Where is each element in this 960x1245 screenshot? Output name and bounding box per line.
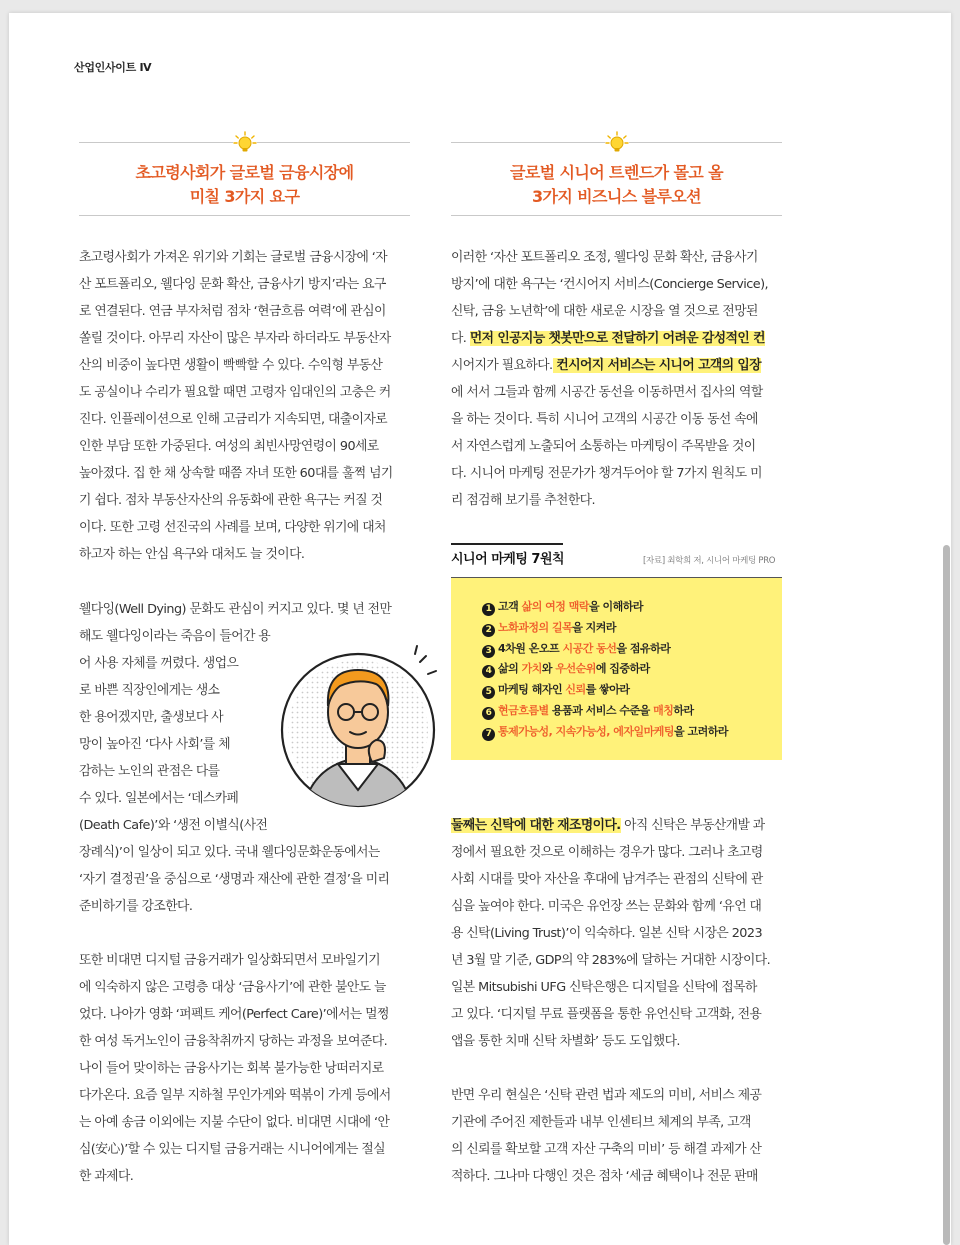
principle-keyword: 삶의 여정 맥락 — [521, 600, 590, 613]
text-segment: 에 서서 그들과 함께 시공간 동선을 이동하면서 집사의 역할 — [451, 385, 763, 400]
text-line: (Death Cafe)’와 ‘생전 이별식(사전 — [79, 818, 268, 833]
text-line: 는 아예 송금 이외에는 지불 수단이 없다. 비대면 시대에 ‘안 — [79, 1115, 390, 1130]
principle-item — [482, 597, 782, 618]
text-line — [451, 866, 782, 893]
number-badge: 1 — [482, 603, 495, 616]
principle-text: 을 고려하라 — [674, 724, 728, 738]
text-line: 산 포트폴리오, 웰다잉 문화 확산, 금융사기 방지’라는 요구 — [79, 277, 386, 292]
text-line: 반면 우리 현실은 ‘신탁 관련 법과 제도의 미비, 서비스 제공 — [451, 1088, 762, 1103]
text-segment: 사회 시대를 맞아 자산을 후대에 남겨주는 관점의 신탁에 관 — [451, 872, 763, 887]
text-line: 한 여성 독거노인이 금융착취까지 당하는 과정을 보여준다. — [79, 1034, 388, 1049]
text-segment: 년 3월 말 기준, GDP의 약 283%에 달하는 거대한 시장이다. — [451, 953, 771, 968]
principle-text: 에 집중하라 — [595, 662, 650, 676]
text-line: 하고자 하는 안심 욕구와 대처도 늘 것이다. — [79, 547, 305, 562]
text-line — [451, 947, 782, 974]
senior-man-illustration — [280, 640, 440, 815]
principle-text: 마케팅 해자인 — [498, 683, 566, 697]
text-line: 준비하기를 강조한다. — [79, 899, 193, 914]
principle-keyword: 통제가능성, 지속가능성, 에자일마케팅 — [498, 724, 675, 738]
number-badge: 7 — [482, 728, 495, 741]
text-line: 또한 비대면 디지털 금융거래가 일상화되면서 모바일기기 — [79, 953, 381, 968]
right-paragraph-3 — [451, 1082, 782, 1190]
box-title-rule — [451, 543, 563, 545]
number-badge: 5 — [482, 686, 495, 699]
principle-item — [482, 639, 782, 660]
text-segment: 시어지가 필요하다. — [451, 358, 553, 373]
text-segment: 다. 시니어 마케팅 전문가가 챙겨두어야 할 7가지 원칙도 미 — [451, 466, 762, 481]
text-line: 인한 부담 또한 가중된다. 여성의 최빈사망연령이 90세로 — [79, 439, 379, 454]
section-label: 산업인사이트 Ⅳ — [74, 61, 152, 74]
text-line: 어 사용 자체를 꺼렸다. 생업으 — [79, 656, 239, 671]
text-line — [451, 352, 782, 379]
text-segment: 일본 Mitsubishi UFG 신탁은행은 디지털을 신탁에 접목하 — [451, 980, 757, 995]
text-line: 나이 들어 맞이하는 금융사기는 회복 불가능한 낭떠러지로 — [79, 1061, 384, 1076]
text-line: 초고령사회가 가져온 위기와 기회는 글로벌 금융시장에 ‘자 — [79, 250, 388, 265]
text-line: 이다. 또한 고령 선진국의 사례를 보며, 다양한 위기에 대처 — [79, 520, 386, 535]
text-line: 에 익숙하지 않은 고령층 대상 ‘금융사기’에 관한 불안도 늘 — [79, 980, 386, 995]
text-line — [451, 1001, 782, 1028]
text-line — [451, 271, 782, 298]
principle-keyword: 가치 — [521, 662, 542, 676]
text-line: 도 공실이나 수리가 필요할 때면 고령자 임대인의 고충은 커 — [79, 385, 391, 400]
text-segment: 이러한 ‘자산 포트폴리오 조정, 웰다잉 문화 확산, 금융사기 — [451, 250, 758, 265]
text-line: 감하는 노인의 관점은 다를 — [79, 764, 220, 779]
text-segment: 아직 신탁은 부동산개발 과 — [620, 818, 765, 833]
text-line — [451, 812, 782, 839]
text-line — [451, 1028, 782, 1055]
text-line: 한 과제다. — [79, 1169, 134, 1184]
text-line: 었다. 나아가 영화 ‘퍼펙트 케어(Perfect Care)’에서는 멀쩡 — [79, 1007, 389, 1022]
text-line: 적하다. 그나마 다행인 것은 점차 ‘세금 혜택이나 전문 판매 — [451, 1169, 758, 1184]
principle-item — [482, 680, 782, 701]
principles-box — [451, 578, 782, 760]
text-segment: 고 있다. ‘디지털 무료 플랫폼을 통한 유언신탁 고객화, 전용 — [451, 1007, 762, 1022]
principle-text: 용품과 서비스 수준을 — [548, 703, 654, 717]
principle-item — [482, 659, 782, 680]
highlighted-text: 컨시어지 서비스는 시니어 고객의 입장 — [552, 358, 762, 373]
text-line: 심(安心)’할 수 있는 디지털 금융거래는 시니어에게는 절실 — [79, 1142, 386, 1157]
right-heading-block — [451, 142, 782, 216]
principle-text: 를 쌓아라 — [585, 683, 630, 697]
principle-text: 을 지켜라 — [572, 620, 617, 634]
number-badge: 6 — [482, 707, 495, 720]
principle-item — [482, 618, 782, 639]
left-paragraph-3 — [79, 947, 410, 1190]
text-segment: 심을 높여야 한다. 미국은 유언장 쓰는 문화와 함께 ‘유언 대 — [451, 899, 762, 914]
text-line: 높아졌다. 집 한 채 상속할 때쯤 자녀 또한 60대를 훌쩍 넘기 — [79, 466, 393, 481]
right-paragraph-2 — [451, 812, 782, 1055]
principles-list — [451, 578, 782, 743]
box-source: [자료] 최학희 저, 시니어 마케팅 PRO — [643, 556, 776, 566]
highlighted-text: 먼저 인공지능 챗봇만으로 전달하기 어려운 감성적인 컨 — [469, 331, 765, 346]
text-line — [451, 433, 782, 460]
text-line: 장례식)’이 일상이 되고 있다. 국내 웰다잉문화운동에서는 — [79, 845, 380, 860]
left-paragraph-1 — [79, 244, 410, 568]
right-paragraph-1 — [451, 244, 782, 514]
text-line — [451, 487, 782, 514]
principle-text: 고객 — [498, 600, 522, 613]
text-line: 기 쉽다. 점차 부동산자산의 유동화에 관한 욕구는 커질 것 — [79, 493, 383, 508]
text-line: 쏠릴 것이다. 아무리 자산이 많은 부자라 하더라도 부동산자 — [79, 331, 391, 346]
text-line: 산의 비중이 높다면 생활이 빡빡할 수 있다. 수익형 부동산 — [79, 358, 383, 373]
principle-text: 4차원 온오프 — [498, 641, 563, 655]
text-line — [451, 325, 782, 352]
principle-text: 와 — [541, 662, 556, 676]
text-line: 로 바쁜 직장인에게는 생소 — [79, 683, 220, 698]
text-segment: 을 하는 것이다. 특히 시니어 고객의 시공간 이동 동선 속에 — [451, 412, 758, 427]
text-line: 의 신뢰를 확보할 고객 자산 구축의 미비’ 등 해결 과제가 산 — [451, 1142, 762, 1157]
text-line: 로 연결된다. 연금 부자처럼 점차 ‘현금흐름 여력’에 관심이 — [79, 304, 386, 319]
text-line: 기관에 주어진 제한들과 내부 인센티브 체계의 부족, 고객 — [451, 1115, 751, 1130]
principle-keyword: 시공간 동선 — [562, 641, 617, 655]
text-line: 다가온다. 요즘 일부 지하철 무인가게와 떡볶이 가게 등에서 — [79, 1088, 391, 1103]
number-badge: 4 — [482, 665, 495, 678]
text-segment: 리 점검해 보기를 추천한다. — [451, 493, 596, 508]
text-segment: 서 자연스럽게 노출되어 소통하는 마케팅이 주목받을 것이 — [451, 439, 756, 454]
text-line — [451, 893, 782, 920]
left-heading-block — [79, 142, 410, 216]
text-line: 웰다잉(Well Dying) 문화도 관심이 커지고 있다. 몇 년 전만 — [79, 602, 392, 617]
principle-text: 을 점유하라 — [616, 641, 671, 655]
right-heading-line: 글로벌 시니어 트렌드가 몰고 올 — [509, 163, 723, 182]
highlighted-text: 둘째는 신탁에 대한 재조명이다. — [451, 818, 621, 833]
principle-keyword: 현금흐름별 — [498, 703, 549, 717]
principle-keyword: 매칭 — [653, 703, 674, 717]
text-line — [451, 406, 782, 433]
text-line — [451, 298, 782, 325]
left-heading-line: 초고령사회가 글로벌 금융시장에 — [135, 163, 354, 182]
right-heading-line: 3가지 비즈니스 블루오션 — [531, 187, 702, 206]
text-line — [451, 379, 782, 406]
principle-item — [482, 722, 782, 743]
text-segment: 앱을 통한 치매 신탁 차별화’ 등도 도입했다. — [451, 1034, 680, 1049]
text-line: 해도 웰다잉이라는 죽음이 들어간 용 — [79, 629, 271, 644]
box-title: 시니어 마케팅 7원칙 — [451, 552, 565, 567]
text-segment: 정에서 필요한 것으로 이해하는 경우가 많다. 그러나 초고령 — [451, 845, 763, 860]
text-segment: 다. — [451, 331, 470, 346]
text-line — [451, 460, 782, 487]
principle-item — [482, 701, 782, 722]
principle-keyword: 신뢰 — [565, 683, 586, 697]
scrollbar-thumb[interactable] — [943, 545, 950, 1245]
text-segment: 용 신탁(Living Trust)’이 익숙하다. 일본 신탁 시장은 2023 — [451, 926, 763, 941]
left-heading-line: 미칠 3가지 요구 — [189, 187, 300, 206]
text-line — [451, 920, 782, 947]
number-badge: 3 — [482, 645, 495, 658]
text-line: ‘자기 결정권’을 중심으로 ‘생명과 재산에 관한 결정’을 미리 — [79, 872, 390, 887]
text-segment: 방지’에 대한 욕구는 ‘컨시어지 서비스(Concierge Service), — [451, 277, 769, 292]
principle-text: 하라 — [673, 703, 694, 717]
number-badge: 2 — [482, 624, 495, 637]
text-segment: 신탁, 금융 노년학’에 대한 새로운 시장을 열 것으로 전망된 — [451, 304, 758, 319]
text-line — [451, 839, 782, 866]
text-line: 망이 높아진 ‘다사 사회’를 체 — [79, 737, 231, 752]
principle-text: 을 이해하라 — [589, 600, 643, 613]
text-line — [451, 974, 782, 1001]
text-line: 한 용어겠지만, 출생보다 사 — [79, 710, 224, 725]
principle-text: 삶의 — [498, 662, 522, 676]
lightbulb-icon — [605, 131, 629, 155]
text-line: 수 있다. 일본에서는 ‘데스카페 — [79, 791, 239, 806]
principle-keyword: 노화과정의 길목 — [498, 620, 573, 634]
principle-keyword: 우선순위 — [555, 662, 596, 676]
lightbulb-icon — [233, 131, 257, 155]
text-line — [451, 244, 782, 271]
text-line: 진다. 인플레이션으로 인해 고금리가 지속되면, 대출이자로 — [79, 412, 388, 427]
